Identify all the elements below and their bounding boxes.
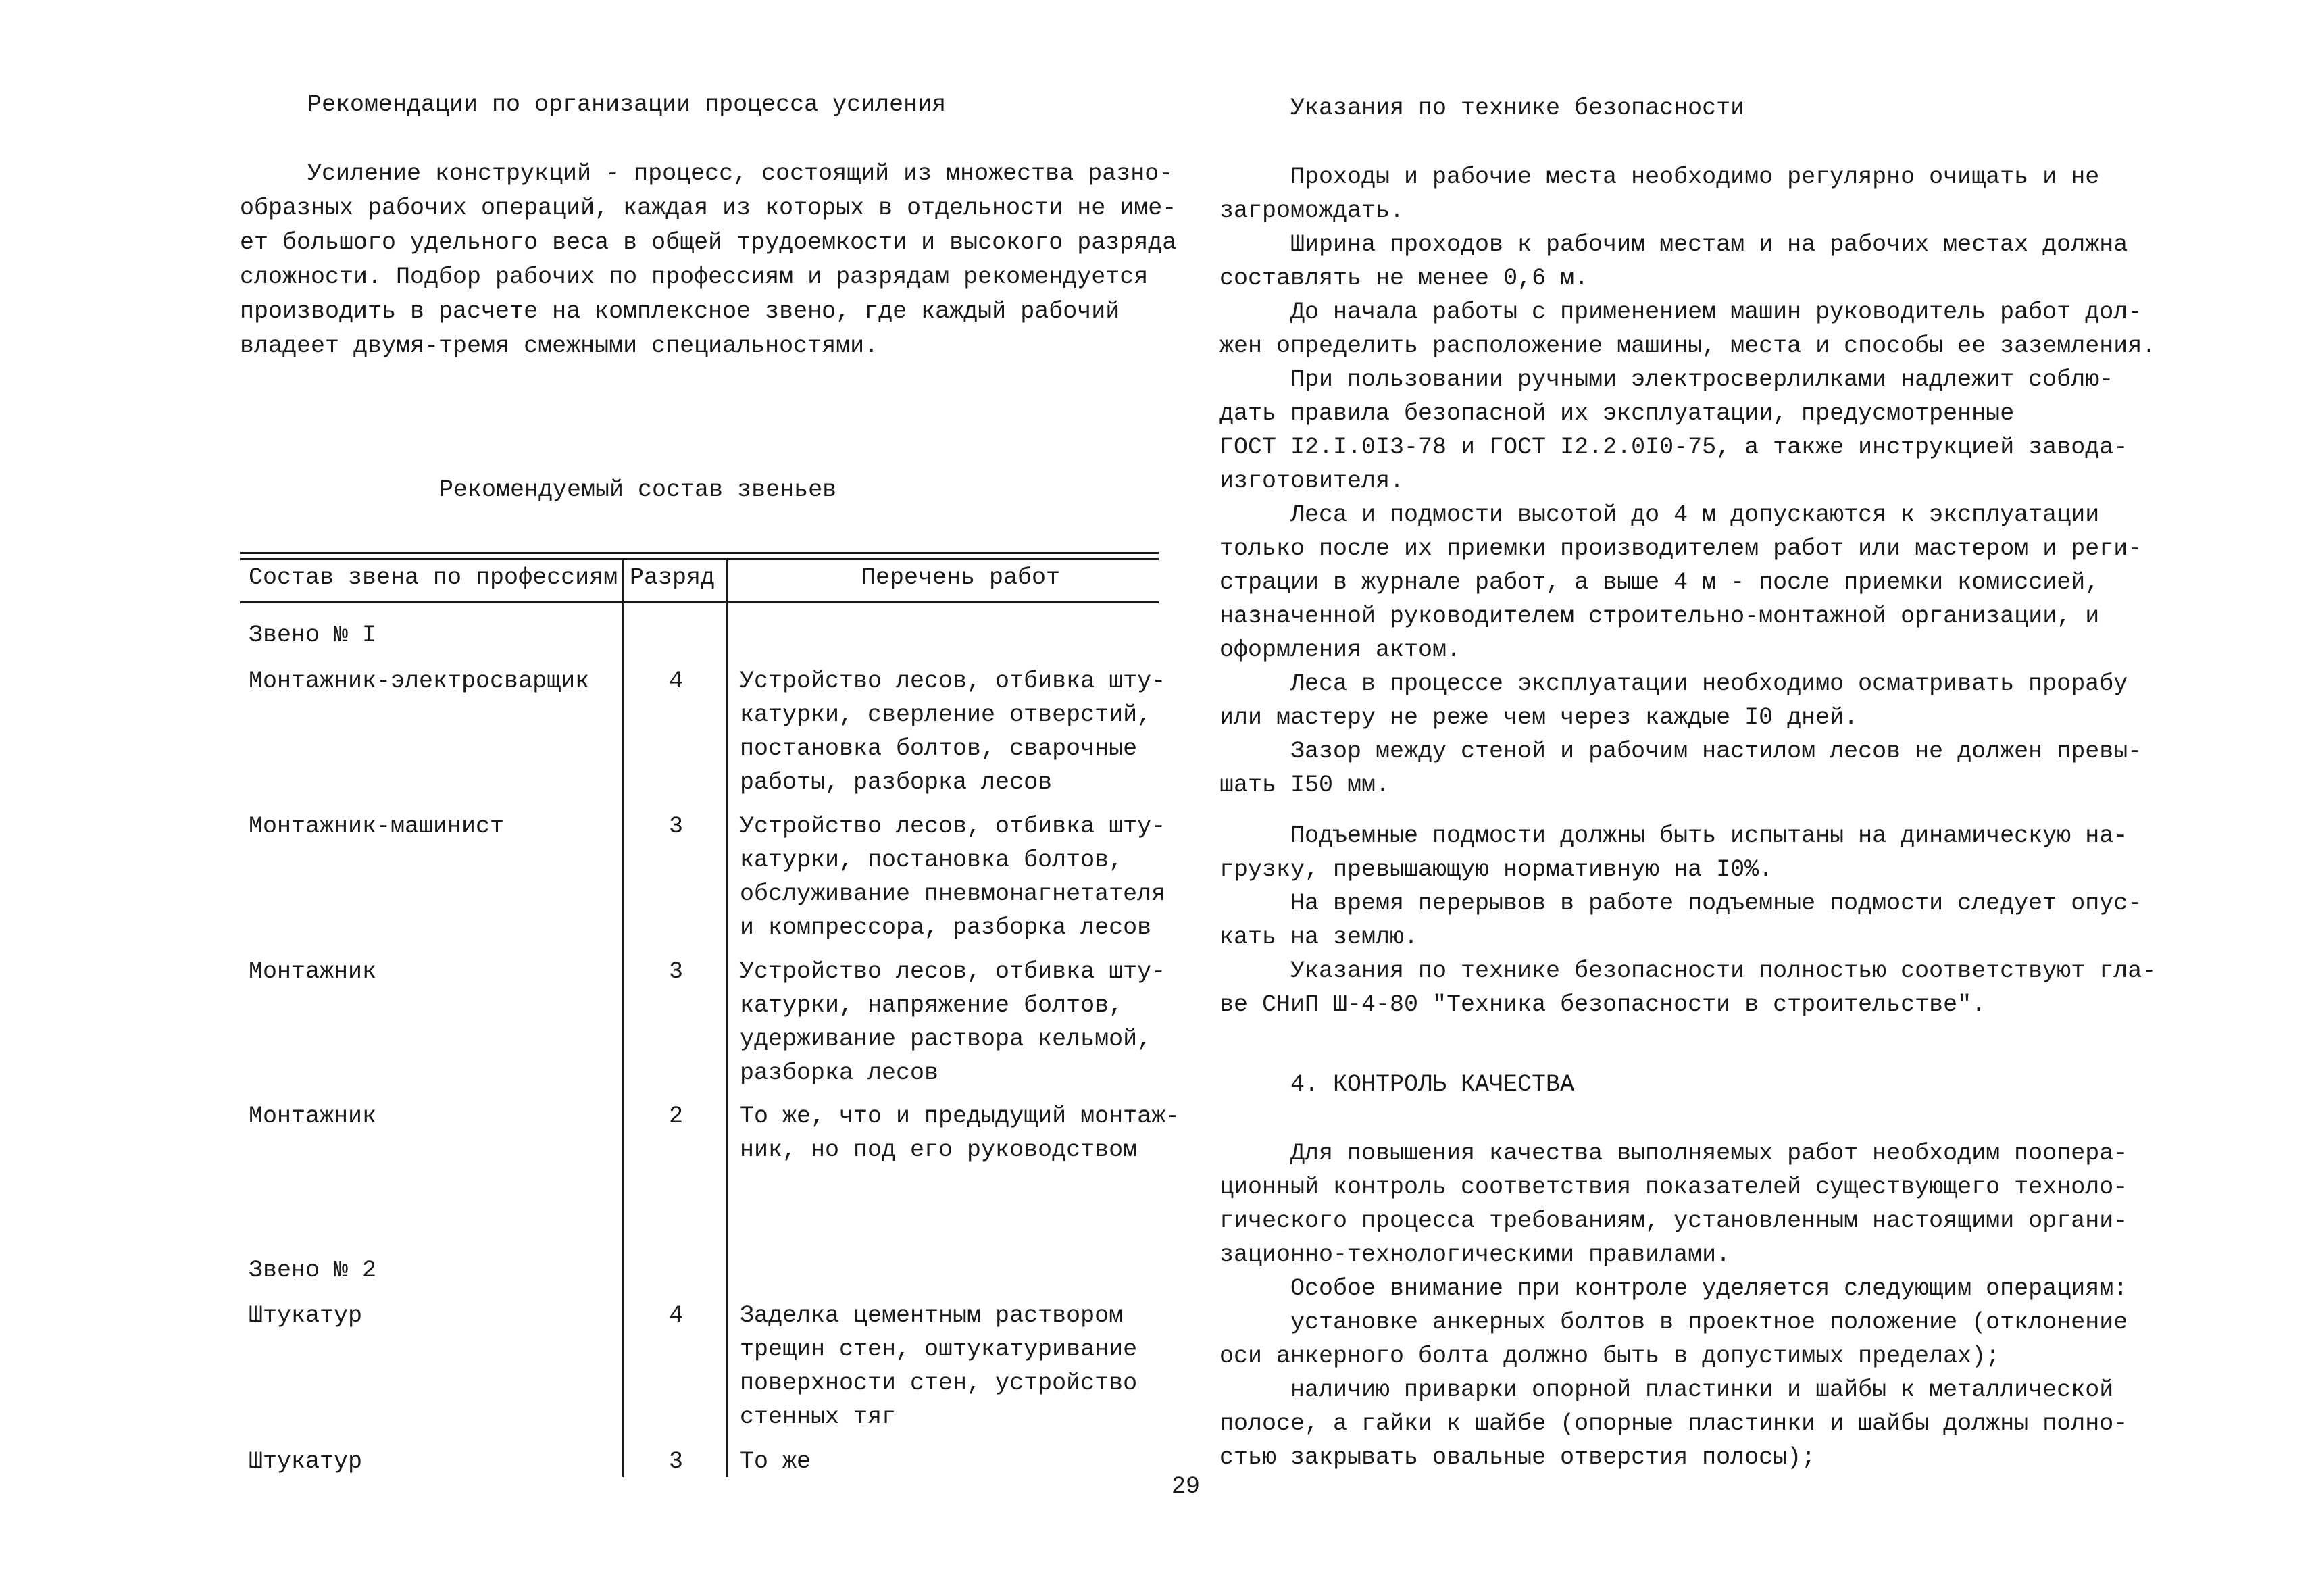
safety-line: Подъемные подмости должны быть испытаны на динамическую на- [1290,822,2128,849]
row-work-line: поверхности стен, устройство [740,1370,1138,1397]
row-grade: 4 [669,1302,684,1329]
row-grade: 3 [669,958,684,985]
safety-line: оформления актом. [1219,637,1461,664]
row-profession: Монтажник-машинист [249,813,505,840]
table-group-label: Звено № I [249,622,377,649]
safety-line: ве СНиП Ш-4-80 "Техника безопасности в строительстве". [1219,991,1986,1018]
row-work-line: катурки, напряжение болтов, [740,992,1124,1019]
row-work-line: То же, что и предыдущий монтаж- [740,1103,1180,1130]
safety-line: назначенной руководителем строительно-монтажной организации, и [1219,603,2100,630]
row-work-line: То же [740,1448,811,1475]
row-work-line: стенных тяг [740,1403,897,1430]
row-profession: Монтажник [249,958,377,985]
quality-line: полосе, а гайки к шайбе (опорные пластинки и шайбы должны полно- [1219,1410,2128,1437]
table-top-rule [240,552,1159,554]
paragraph-line: владеет двумя-тремя смежными специальностями. [240,332,879,359]
safety-line: Леса и подмости высотой до 4 м допускаются к эксплуатации [1290,501,2100,528]
safety-line: грузку, превышающую нормативную на I0%. [1219,856,1774,883]
safety-line: Ширина проходов к рабочим местам и на рабочих местах должна [1290,231,2128,258]
row-work-line: разборка лесов [740,1059,939,1087]
paragraph-line: Усиление конструкций - процесс, состоящий из множества разно- [307,160,1174,187]
row-work-line: Устройство лесов, отбивка шту- [740,958,1166,985]
safety-line: только после их приемки производителем работ или мастером и реги- [1219,535,2142,562]
row-work-line: Устройство лесов, отбивка шту- [740,668,1166,695]
row-work-line: и компрессора, разборка лесов [740,914,1152,941]
safety-line: изготовителя. [1219,468,1405,495]
row-work-line: катурки, постановка болтов, [740,847,1124,874]
row-profession: Штукатур [249,1302,363,1329]
safety-line: ГОСТ I2.I.0I3-78 и ГОСТ I2.2.0I0-75, а также инструкцией завода- [1219,434,2128,461]
table-divider-2 [726,558,728,1477]
row-grade: 3 [669,1448,684,1475]
row-grade: 2 [669,1103,684,1130]
quality-line: оси анкерного болта должно быть в допустимых пределах); [1219,1343,2001,1370]
safety-heading: Указания по технике безопасности [1290,95,1745,122]
row-grade: 4 [669,668,684,695]
quality-line: гического процесса требованиям, установленным настоящими органи- [1219,1207,2128,1235]
row-work-line: обслуживание пневмонагнетателя [740,880,1166,907]
safety-line: Леса в процессе эксплуатации необходимо осматривать прорабу [1290,670,2128,697]
row-work-line: постановка болтов, сварочные [740,735,1138,762]
safety-line: На время перерывов в работе подъемные подмости следует опус- [1290,890,2142,917]
row-work-line: ник, но под его руководством [740,1137,1138,1164]
quality-line: зационно-технологическими правилами. [1219,1241,1731,1268]
row-profession: Штукатур [249,1448,363,1475]
safety-line: или мастеру не реже чем через каждые I0 дней. [1219,704,1859,731]
page-number: 29 [1171,1473,1200,1500]
table-divider-1 [622,558,624,1477]
safety-line: Указания по технике безопасности полностью соответствуют гла- [1290,957,2157,984]
row-work-line: Заделка цементным раствором [740,1302,1124,1329]
table-header-rule [240,601,1159,603]
table-header-works: Перечень работ [861,564,1061,591]
quality-line: Для повышения качества выполняемых работ необходим поопера- [1290,1140,2128,1167]
paragraph-line: образных рабочих операций, каждая из которых в отдельности не име- [240,195,1177,222]
safety-line: До начала работы с применением машин руководитель работ дол- [1290,299,2142,326]
paragraph-line: ет большого удельного веса в общей трудоемкости и высокого разряда [240,229,1177,256]
table-top-rule-2 [240,558,1159,560]
safety-line: составлять не менее 0,6 м. [1219,265,1589,292]
row-work-line: катурки, сверление отверстий, [740,701,1152,728]
table-header-profession: Состав звена по профессиям [249,564,618,591]
row-profession: Монтажник [249,1103,377,1130]
quality-line: наличию приварки опорной пластинки и шайбы к металлической [1290,1376,2114,1403]
safety-line: шать I50 мм. [1219,772,1390,799]
row-profession: Монтажник-электросварщик [249,668,590,695]
safety-line: жен определить расположение машины, места и способы ее заземления. [1219,332,2157,359]
table-group-label: Звено № 2 [249,1257,377,1284]
quality-control-heading: 4. КОНТРОЛЬ КАЧЕСТВА [1290,1071,1575,1098]
paragraph-line: сложности. Подбор рабочих по профессиям и разрядам рекомендуется [240,264,1149,291]
quality-line: установке анкерных болтов в проектное положение (отклонение [1290,1309,2128,1336]
quality-line: ционный контроль соответствия показателей существующего техноло- [1219,1174,2128,1201]
row-work-line: Устройство лесов, отбивка шту- [740,813,1166,840]
safety-line: При пользовании ручными электросверлилками надлежит соблю- [1290,366,2114,393]
safety-line: дать правила безопасной их эксплуатации, предусмотренные [1219,400,2015,427]
row-work-line: удерживание раствора кельмой, [740,1026,1152,1053]
recommendations-heading: Рекомендации по организации процесса усиления [307,91,947,118]
table-title: Рекомендуемый состав звеньев [439,476,837,503]
safety-line: загромождать. [1219,197,1405,224]
quality-line: стью закрывать овальные отверстия полосы); [1219,1444,1816,1471]
quality-line: Особое внимание при контроле уделяется следующим операциям: [1290,1275,2128,1302]
row-work-line: трещин стен, оштукатуривание [740,1336,1138,1363]
safety-line: Зазор между стеной и рабочим настилом лесов не должен превы- [1290,738,2142,765]
table-header-grade: Разряд [630,564,715,591]
safety-line: Проходы и рабочие места необходимо регулярно очищать и не [1290,164,2100,191]
paragraph-line: производить в расчете на комплексное звено, где каждый рабочий [240,298,1120,325]
safety-line: страции в журнале работ, а выше 4 м - после приемки комиссией, [1219,569,2100,596]
row-work-line: работы, разборка лесов [740,769,1053,796]
row-grade: 3 [669,813,684,840]
safety-line: кать на землю. [1219,924,1419,951]
